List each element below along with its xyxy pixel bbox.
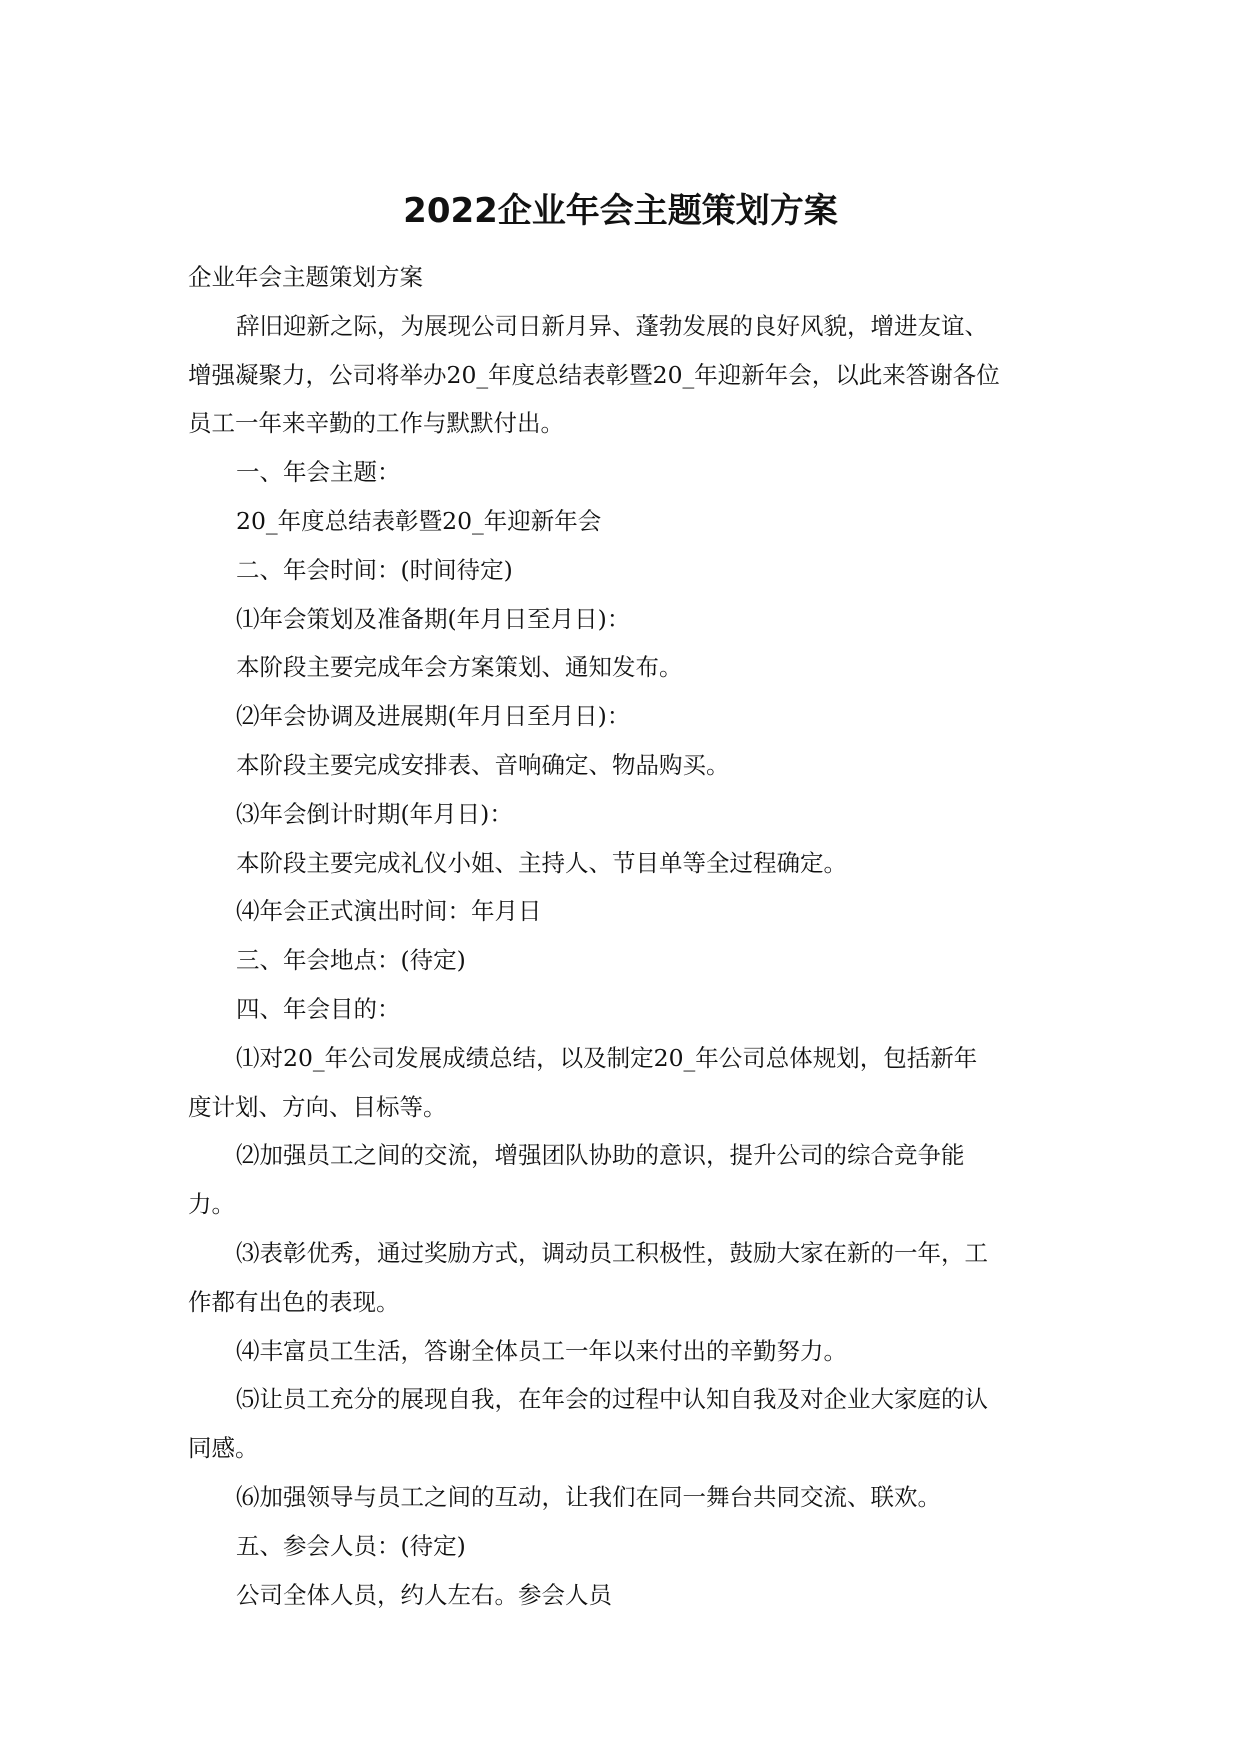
document-title: 2022企业年会主题策划方案 [403, 191, 838, 231]
goal-line: 力。 [188, 1190, 235, 1219]
document-subtitle: 企业年会主题策划方案 [188, 263, 423, 291]
phase-heading: ⑷年会正式演出时间：年月日 [236, 897, 542, 926]
document-body [188, 253, 1054, 1619]
intro-line: 辞旧迎新之际，为展现公司日新月异、蓬勃发展的良好风貌，增进友谊、 [236, 311, 988, 340]
section-heading-theme: 一、年会主题： [236, 458, 401, 487]
section-heading-location: 三、年会地点：(待定) [236, 946, 466, 975]
goal-line: ⑵加强员工之间的交流，增强团队协助的意识，提升公司的综合竞争能 [236, 1141, 965, 1170]
goal-paragraph [188, 1131, 1054, 1229]
goal-line: 度计划、方向、目标等。 [188, 1092, 447, 1121]
phase-text: 本阶段主要完成安排表、音响确定、物品购买。 [236, 750, 730, 779]
phase-text: 本阶段主要完成礼仪小姐、主持人、节目单等全过程确定。 [236, 848, 847, 877]
section-heading-goals: 四、年会目的： [236, 994, 401, 1023]
phase-text: 本阶段主要完成年会方案策划、通知发布。 [236, 653, 683, 682]
goal-line: 同感。 [188, 1434, 259, 1463]
intro-paragraph [188, 302, 1054, 448]
intro-line: 员工一年来辛勤的工作与默默付出。 [188, 409, 564, 438]
goal-paragraph: ⑷丰富员工生活，答谢全体员工一年以来付出的辛勤努力。 [236, 1336, 847, 1365]
phase-heading: ⑶年会倒计时期(年月日)： [236, 799, 513, 828]
goal-paragraph [188, 1034, 1054, 1132]
goal-paragraph [188, 1229, 1054, 1327]
goal-line: 作都有出色的表现。 [188, 1287, 400, 1316]
intro-line: 增强凝聚力，公司将举办20_年度总结表彰暨20_年迎新年会，以此来答谢各位 [188, 360, 1000, 389]
goal-line: ⑸让员工充分的展现自我，在年会的过程中认知自我及对企业大家庭的认 [236, 1385, 988, 1414]
section-heading-attendees: 五、参会人员：(待定) [236, 1531, 466, 1560]
goal-line: ⑴对20_年公司发展成绩总结，以及制定20_年公司总体规划，包括新年 [236, 1043, 978, 1072]
goal-paragraph [188, 1375, 1054, 1473]
goal-paragraph: ⑹加强领导与员工之间的互动，让我们在同一舞台共同交流、联欢。 [236, 1482, 941, 1511]
section-heading-time: 二、年会时间：(时间待定) [236, 555, 513, 584]
phase-heading: ⑵年会协调及进展期(年月日至月日)： [236, 702, 631, 731]
phase-heading: ⑴年会策划及准备期(年月日至月日)： [236, 604, 631, 633]
attendees-text: 公司全体人员，约人左右。参会人员 [236, 1580, 612, 1609]
goal-line: ⑶表彰优秀，通过奖励方式，调动员工积极性，鼓励大家在新的一年，工 [236, 1238, 988, 1267]
theme-text: 20_年度总结表彰暨20_年迎新年会 [236, 506, 602, 535]
